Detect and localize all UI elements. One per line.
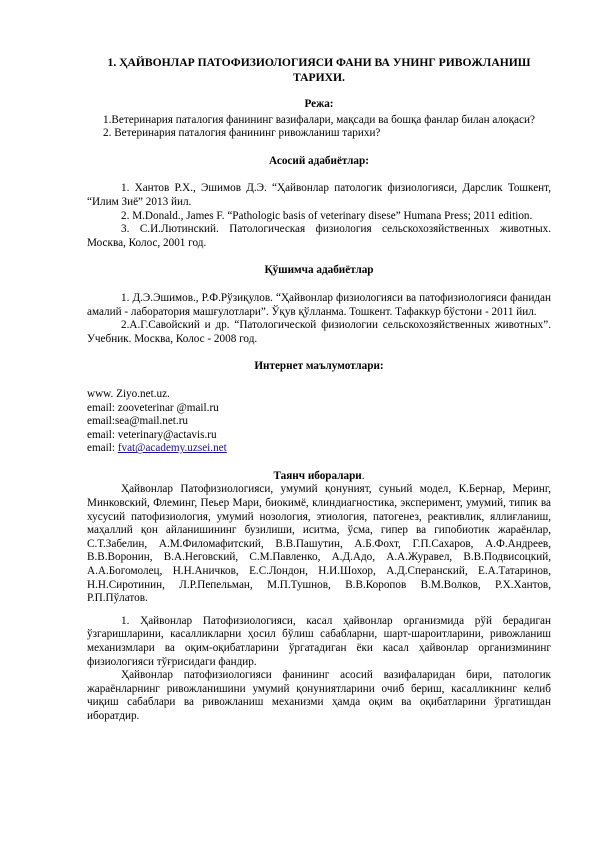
internet-line-email xyxy=(87,442,551,456)
internet-line: www. Ziyo.net.uz. xyxy=(87,387,170,400)
email-label: email: xyxy=(87,442,118,455)
internet-line: email: veterinary@actavis.ru xyxy=(87,428,217,441)
main-literature-heading: Асосий адабиётлар: xyxy=(269,154,369,167)
extra-literature-heading: Қўшимча адабиётлар xyxy=(264,264,374,277)
spacer xyxy=(87,606,551,615)
plan-item: 2. Ветеринария паталогия фанининг ривожланиш тарихи? xyxy=(103,127,381,140)
keywords-heading-row xyxy=(87,470,551,484)
literature-item: 1. Хантов Р.Х., Эшимов Д.Э. “Ҳайвонлар патологик физиологияси, Дарслик Тошкент, “Илим Зиё” 2013 йил. xyxy=(87,182,551,208)
literature-item: 3. С.И.Лютинский. Патологическая физиология сельскохозяйственных животных. Москва, Колос, 2001 год. xyxy=(87,223,551,249)
keywords-heading-dot: . xyxy=(361,469,365,482)
internet-heading: Интернет маълумотлари: xyxy=(254,360,384,373)
body-paragraph: Ҳайвонлар патофизиологияси фанининг асосий вазифаларидан бири, патологик жараёнларнинг ривожланишини умумий қонуниятларини очиб бериш, касалликнинг келиб чиқиш сабаблари ва ривожланиш механизми ҳамда оқим ва оқибатларини ўргатишдан иборатдир. xyxy=(87,669,551,722)
literature-item: 2.А.Г.Савойский и др. “Патологической физиологии сельскохозяйственных животных”. Учебник. Москва, Колос - 2008 год. xyxy=(87,319,551,345)
body-paragraph: 1. Ҳайвонлар Патофизиологияси, касал ҳайвонлар организмида рўй берадиган ўзгаришларини, касалликларни ҳосил бўлиш сабабларни, шарт-шароитларини, ривожланиш механизмлари ва оқим-оқибатларини ўргатадиган ёки касал ҳайвонлар организмининг физиологияси тўғрисидаги фандир. xyxy=(87,614,551,668)
keywords-text: Ҳайвонлар Патофизиологияси, умумий қонуният, суньий модел, К.Бернар, Меринг, Минковский, Флеминг, Пеьер Мари, биокимё, клиндиагностика, эксперимент, умумий, типик ва хусусий патофизиология, умумий нозология, этиология, патогенез, реактивлик, яллиғланиш, маҳаллий қон айланишининг бузилиши, иситма, ўсма, гипер ва гипобиотик жараёнлар, С.Т.Забелин, А.М.Филомафитский, В.В.Пашутин, А.Б.Фохт, Г.П.Сахаров, А.Ф.Андреев, В.В.Воронин, В.А.Неговский, С.М.Павленко, А.Д.Адо, А.А.Журавел, В.В.Подвисоцкий, А.А.Богомолец, Н.Н.Аничков, Е.С.Лондон, Н.И.Шохор, А.Д.Сперанский, Е.А.Татаринов, Н.Н.Сиротинин, Л.Р.Пепельман, М.П.Тушнов, В.В.Коропов В.М.Волков, Р.Х.Хантов, Р.П.Пўлатов. xyxy=(87,483,551,605)
plan-item: 1.Ветеринария паталогия фанининг вазифалари, мақсади ва бошқа фанлар билан алоқаси? xyxy=(103,113,535,126)
internet-line: email:sea@mail.net.ru xyxy=(87,415,189,428)
literature-item: 2. M.Donald., James F. “Pathologic basis of veterinary disese” Humana Press; 2011 edition. xyxy=(121,209,533,222)
keywords-heading: Таянч иборалари xyxy=(273,469,362,482)
document-page xyxy=(87,56,551,724)
internet-line: email: zooveterinar @mail.ru xyxy=(87,401,219,414)
plan-heading: Режа: xyxy=(304,98,334,110)
document-title: 1. ҲАЙВОНЛАР ПАТОФИЗИОЛОГИЯСИ ФАНИ ВА УНИНГ РИВОЖЛАНИШ ТАРИХИ. xyxy=(107,56,531,84)
email-link[interactable]: fvat@academy.uzsei.net xyxy=(117,442,227,455)
literature-item: 1. Д.Э.Эшимов., Р.Ф.Рўзиқулов. “Ҳайвонлар физиологияси ва патофизиологияси фанидан амалий - лаборатория машғулотлари”. Ўқув қўлланма. Тошкент. Тафаккур бўстони - 2011 йил. xyxy=(87,291,551,318)
